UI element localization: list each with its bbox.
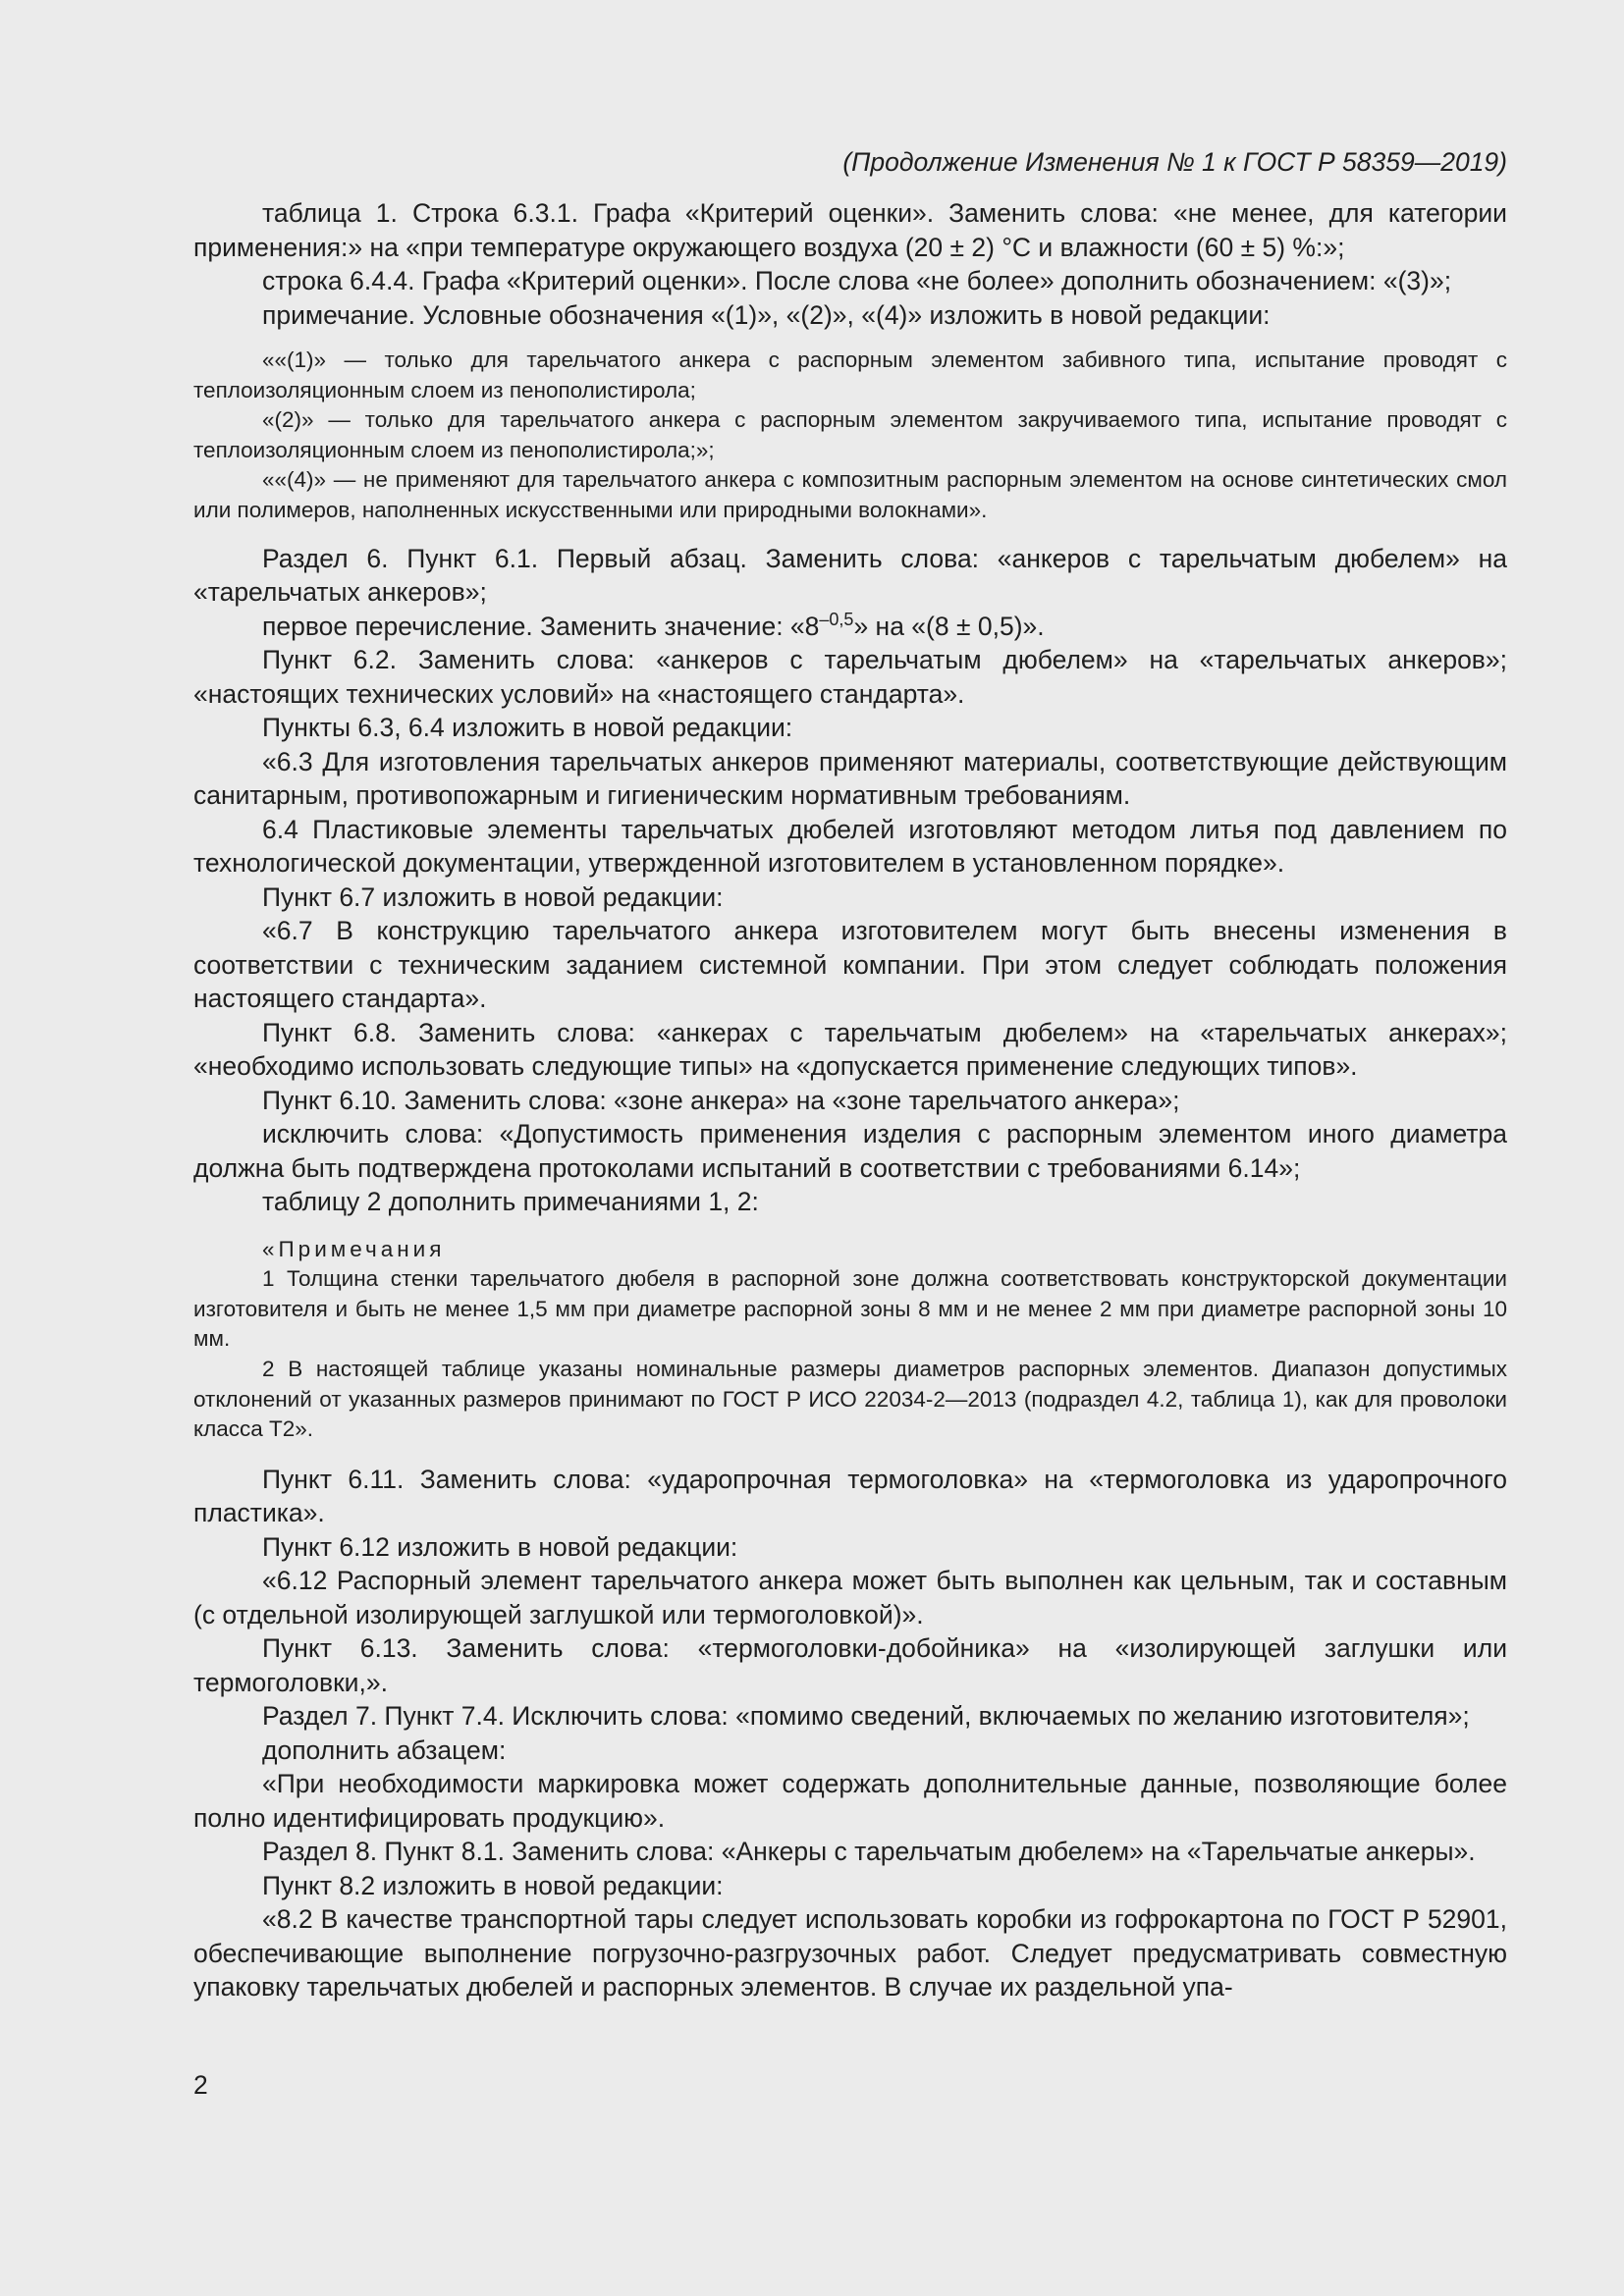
paragraph: Раздел 8. Пункт 8.1. Заменить слова: «Анкеры с тарельчатым дюбелем» на «Тарельчатые анкеры». [262,1837,1476,1867]
paragraph: 6.4 Пластиковые элементы тарельчатых дюбелей изготовляют методом литья под давлением по технологической документации, утвержденной изготовителем в установленном порядке». [193,814,1507,879]
paragraph: Раздел 7. Пункт 7.4. Исключить слова: «помимо сведений, включаемых по желанию изготовителя»; [262,1701,1470,1732]
paragraph: примечание. Условные обозначения «(1)», «(2)», «(4)» изложить в новой редакции: [262,299,1271,330]
paragraph: «6.3 Для изготовления тарельчатых анкеров применяют материалы, соответствующие действующим санитарным, противопожарным и гигиеническим нормативным требованиям. [193,746,1507,811]
table2-notes [193,1235,1507,1445]
notes-title: «Примечания [262,1236,446,1261]
section6-amendments [193,542,1507,1219]
definition-item: ««(1)» — только для тарельчатого анкера с распорным элементом забивного типа, испытание проводят с теплоизоляционным слоем из пенополистирола; [193,347,1507,402]
symbol-definitions [193,346,1507,526]
paragraph: Пункт 8.2 изложить в новой редакции: [262,1870,724,1900]
enumeration-text-before: первое перечисление. Заменить значение: «8 [262,611,820,641]
definition-item: «(2)» — только для тарельчатого анкера с распорным элементом закручиваемого типа, испытание проводят с теплоизоляционным слоем из пенополистирола;»; [193,407,1507,462]
document-page [193,145,1507,2004]
paragraph: Пункт 6.8. Заменить слова: «анкерах с тарельчатым дюбелем» на «тарельчатых анкерах»; «необходимо использовать следующие типы» на «допускается применение следующих типов». [193,1017,1507,1082]
paragraph: Пункт 6.11. Заменить слова: «ударопрочная термоголовка» на «термоголовка из ударопрочного пластика». [193,1464,1507,1528]
paragraph: дополнить абзацем: [262,1735,507,1765]
paragraph: «6.12 Распорный элемент тарельчатого анкера может быть выполнен как цельным, так и составным (с отдельной изолирующей заглушкой или термоголовкой)». [193,1566,1507,1629]
paragraph: Пункт 6.7 изложить в новой редакции: [262,881,724,912]
paragraph: «При необходимости маркировка может содержать дополнительные данные, позволяющие более полно идентифицировать продукцию». [193,1769,1507,1833]
page-number: 2 [193,2070,208,2100]
paragraph: исключить слова: «Допустимость применения изделия с распорным элементом иного диаметра должна быть подтверждена протоколами испытаний в соответствии с требованиями 6.14»; [193,1119,1507,1183]
sections-6-8-amendments [193,1463,1507,2004]
enumeration-text-after: » на «(8 ± 0,5)». [853,611,1045,641]
continuation-header: (Продолжение Изменения № 1 к ГОСТ Р 58359—2019) [842,147,1507,177]
paragraph: таблица 1. Строка 6.3.1. Графа «Критерий оценки». Заменить слова: «не менее, для категории применения:» на «при температуре окружающего воздуха (20 ± 2) °С и влажности (60 ± 5) %:»; [193,198,1507,262]
paragraph: строка 6.4.4. Графа «Критерий оценки». После слова «не более» дополнить обозначением: «(3)»; [262,266,1452,295]
paragraph: «6.7 В конструкцию тарельчатого анкера изготовителем могут быть внесены изменения в соответствии с техническим заданием системной компании. При этом следует соблюдать положения настоящего стандарта». [193,916,1507,1014]
paragraph: Пункты 6.3, 6.4 изложить в новой редакции: [262,713,793,743]
paragraph: Пункт 6.12 изложить в новой редакции: [262,1531,738,1562]
paragraph: Пункт 6.13. Заменить слова: «термоголовки-добойника» на «изолирующей заглушки или термоголовки,». [193,1633,1507,1697]
paragraph: Пункт 6.2. Заменить слова: «анкеров с тарельчатым дюбелем» на «тарельчатых анкеров»; «настоящих технических условий» на «настоящего стандарта». [193,645,1507,709]
paragraph: Раздел 6. Пункт 6.1. Первый абзац. Заменить слова: «анкеров с тарельчатым дюбелем» на «тарельчатых анкеров»; [193,543,1507,608]
paragraph: «8.2 В качестве транспортной тары следует использовать коробки из гофрокартона по ГОСТ Р 52901, обеспечивающие выполнение погрузочно-разгрузочных работ. Следует предусматривать совместную упаковку тарельчатых дюбелей и распорных элементов. В случае их раздельной упа- [193,1904,1507,2002]
tolerance-superscript: –0,5 [819,609,854,629]
note-item: 1 Толщина стенки тарельчатого дюбеля в распорной зоне должна соответствовать конструкторской документации изготовителя и быть не менее 1,5 мм при диаметре распорной зоны 8 мм и не менее 2 мм при диаметре распорной зоны 10 мм. [193,1266,1507,1352]
paragraph: Пункт 6.10. Заменить слова: «зоне анкера» на «зоне тарельчатого анкера»; [262,1085,1180,1115]
enumeration-paragraph [193,610,1507,644]
note-item: 2 В настоящей таблице указаны номинальные размеры диаметров распорных элементов. Диапазон допустимых отклонений от указанных размеров принимают по ГОСТ Р ИСО 22034-2—2013 (подраздел 4.2, таблица 1), как для проволоки класса Т2». [193,1356,1507,1442]
amendments-table1-section [193,196,1507,332]
paragraph: таблицу 2 дополнить примечаниями 1, 2: [262,1187,759,1217]
definition-item: ««(4)» — не применяют для тарельчатого анкера с композитным распорным элементом на основе синтетических смол или полимеров, наполненных искусственными или природными волокнами». [193,467,1507,522]
